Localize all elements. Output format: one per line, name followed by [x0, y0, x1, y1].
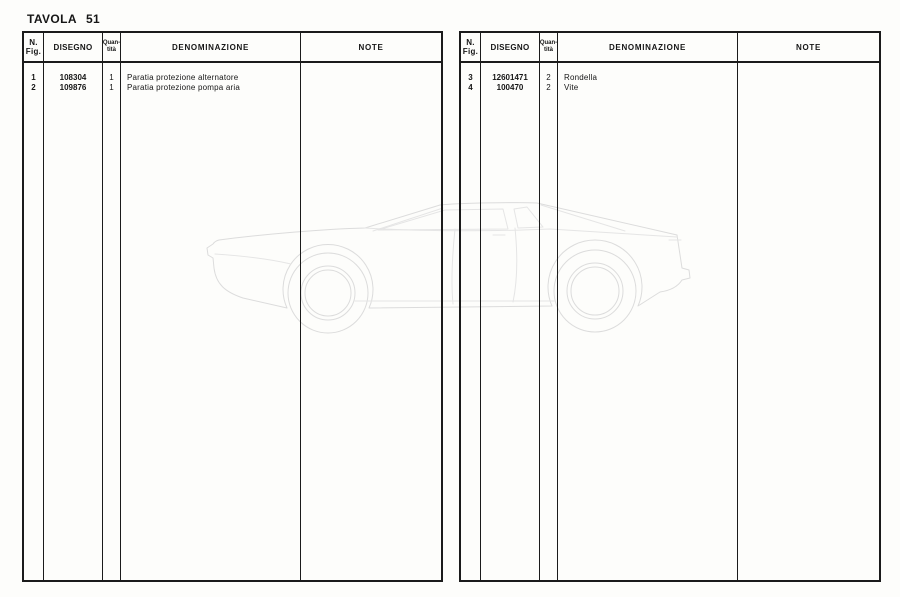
cell-disegno: 108304 [59, 73, 87, 82]
cell-fig: 2 [31, 83, 36, 92]
table-body [461, 63, 879, 580]
header-quantita: Quan- tità [540, 33, 558, 61]
cell-note [738, 83, 879, 93]
column-disegno [481, 63, 540, 580]
header-denominazione: DENOMINAZIONE [121, 33, 301, 61]
cell-fig: 4 [468, 83, 473, 92]
column-note [738, 63, 879, 580]
cell-quantita: 1 [109, 73, 114, 82]
cell-note [301, 83, 441, 93]
column-denominazione [558, 63, 738, 580]
cell-quantita: 2 [546, 73, 551, 82]
header-denominazione: DENOMINAZIONE [558, 33, 738, 61]
cell-disegno: 109876 [59, 83, 87, 92]
header-disegno: DISEGNO [481, 33, 540, 61]
column-denominazione [121, 63, 301, 580]
cell-disegno: 12601471 [492, 73, 528, 82]
title-number: 51 [85, 12, 101, 26]
column-fig [461, 63, 481, 580]
cell-denominazione: Rondella [564, 73, 598, 82]
header-fig: N. Fig. [24, 33, 44, 61]
column-quantita [540, 63, 558, 580]
header-note: NOTE [795, 42, 822, 52]
header-disegno: DISEGNO [44, 33, 103, 61]
cell-note [738, 73, 879, 83]
title-label: TAVOLA [27, 12, 77, 26]
cell-fig: 1 [31, 73, 36, 82]
table-header-row [461, 33, 879, 63]
column-quantita [103, 63, 121, 580]
page-title [27, 12, 100, 26]
cell-quantita: 2 [546, 83, 551, 92]
cell-denominazione: Vite [564, 83, 579, 92]
parts-table-right [459, 31, 881, 582]
cell-denominazione: Paratia protezione alternatore [127, 73, 239, 82]
header-note: NOTE [358, 42, 384, 52]
column-fig [24, 63, 44, 580]
parts-table-left [22, 31, 443, 582]
cell-fig: 3 [468, 73, 473, 82]
header-quantita: Quan- tità [103, 33, 121, 61]
cell-denominazione: Paratia protezione pompa aria [127, 83, 240, 92]
table-header-row [24, 33, 441, 63]
table-body [24, 63, 441, 580]
column-disegno [44, 63, 103, 580]
cell-disegno: 100470 [496, 83, 524, 92]
column-note [301, 63, 441, 580]
cell-quantita: 1 [109, 83, 114, 92]
header-fig: N. Fig. [461, 33, 481, 61]
cell-note [301, 73, 441, 83]
